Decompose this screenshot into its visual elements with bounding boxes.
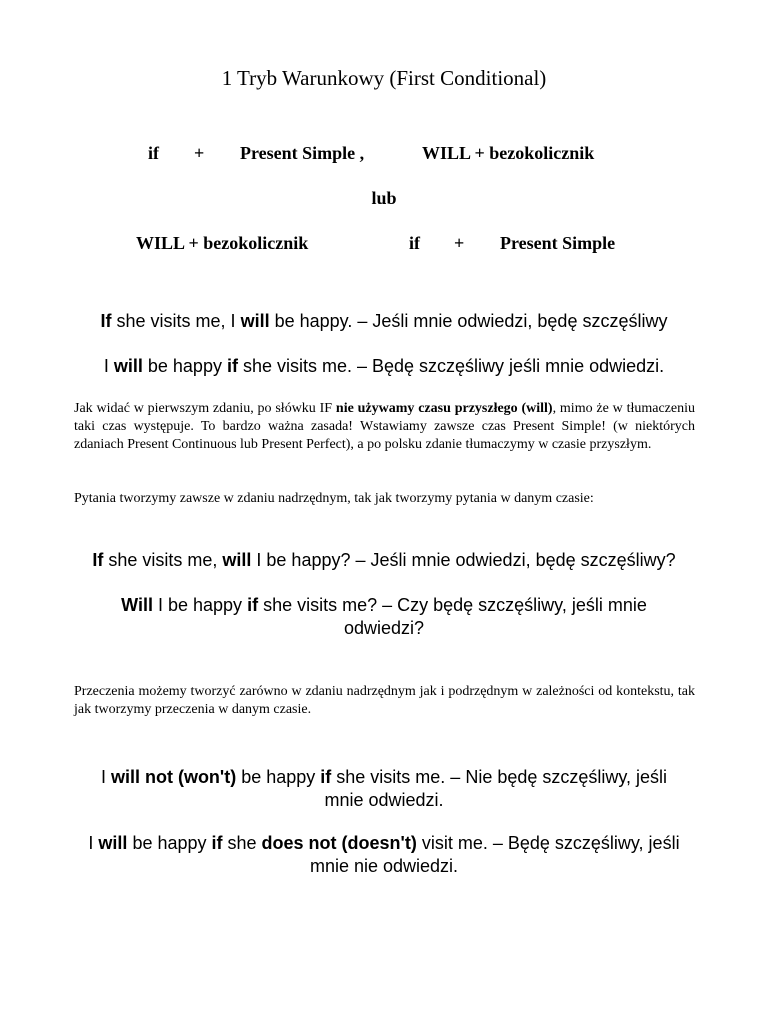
example-sentence-2: I will be happy if she visits me. – Będę szczęśliwy jeśli mnie odwiedzi. (103, 356, 665, 376)
formula-if: if (409, 233, 420, 253)
questions-paragraph: Pytania tworzymy zawsze w zdaniu nadrzędnym, tak jak tworzymy pytania w danym czasie: (74, 491, 594, 506)
formula-tense: Present Simple , (240, 143, 365, 163)
or-label: lub (371, 188, 397, 208)
formula-will: WILL + bezokolicznik (422, 143, 595, 163)
negation-paragraph: Przeczenia możemy tworzyć zarówno w zdaniu nadrzędnym jak i podrzędnym w zależności od kontekstu, tak jak tworzymy przeczenia w danym czasie. (74, 684, 695, 717)
formula-tense: Present Simple (500, 233, 616, 253)
rule-paragraph: Jak widać w pierwszym zdaniu, po słówku IF nie używamy czasu przyszłego (will), mimo że w tłumaczeniu taki czas występuje. To bardzo ważna zasada! Wstawiamy zawsze czas Present Simple! (w niektórych zdaniach Present Continuous lub Present Perfect), a po polsku zdanie tłumaczymy w czasie przyszłym. (74, 401, 695, 452)
formula-plus: + (194, 143, 205, 163)
formula-will: WILL + bezokolicznik (136, 233, 309, 253)
example-sentence-1: If she visits me, I will be happy. – Jeśli mnie odwiedzi, będę szczęśliwy (100, 311, 668, 331)
negative-sentence-1: I will not (won't) be happy if she visits me. – Nie będę szczęśliwy, jeśli mnie odwiedzi. (100, 767, 668, 810)
question-sentence-2: Will I be happy if she visits me? – Czy będę szczęśliwy, jeśli mnie odwiedzi? (121, 595, 647, 638)
question-sentence-1: If she visits me, will I be happy? – Jeśli mnie odwiedzi, będę szczęśliwy? (92, 550, 676, 570)
formula-if: if (148, 143, 159, 163)
negative-sentence-2: I will be happy if she does not (doesn't) visit me. – Będę szczęśliwy, jeśli mnie nie odwiedzi. (88, 833, 680, 876)
formula-plus: + (454, 233, 465, 253)
page-title: 1 Tryb Warunkowy (First Conditional) (221, 66, 547, 90)
